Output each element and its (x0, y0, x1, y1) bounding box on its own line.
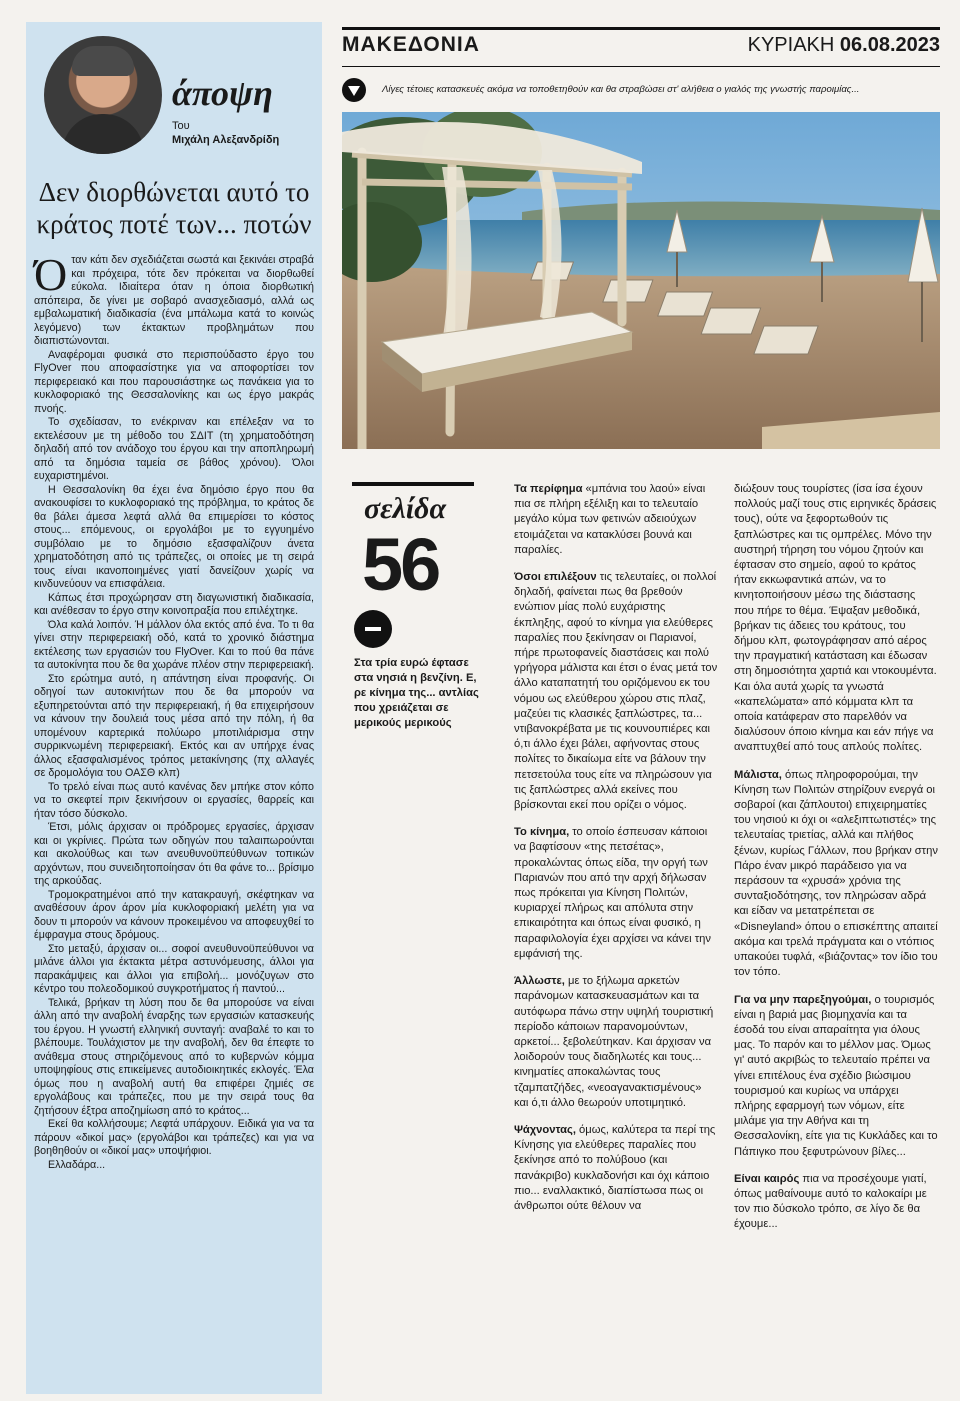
opinion-paragraph-text: Η Θεσσαλονίκη θα έχει ένα δημόσιο έργο που θα ανακουφίσει το κυκλοφοριακό της πρόβλημα, το κράτος δε θα βάλει άμεσα λεφτά αλλά θα επιμερίσει το κόστος στους... επόμενους, οι εργολάβοι με το εγγυημένο συμβόλαιο με το δημόσιο εξασφαλίζουν άνετα χρηματοδότηση από τις τράπεζες, οι οποίες με τη σειρά τους είναι ικανοποιημένες γιατί δανείζουν χωρίς να κινδυνεύουν να επισφάλεια. (34, 483, 314, 590)
masthead (342, 27, 940, 67)
paragraph-lead: Ψάχνοντας, (514, 1123, 576, 1136)
opinion-paragraph (34, 249, 314, 349)
article-column-3 (734, 482, 938, 1245)
issue-date-value: 06.08.2023 (839, 34, 940, 56)
sidebar-note: Στα τρία ευρώ έφτασε στα νησιά η βενζίνη. Ε, ρε κίνημα της... αντλίας που χρειάζεται σε μερικούς μερικούς (354, 657, 479, 729)
opinion-paragraph-text: Τρομοκρατημένοι από την κατακραυγή, σκέφτηκαν να αναθέσουν άρον άρον μία κυκλοφοριακή μελέτη για να δουν τι μπορούν να κάνουν προκειμένου να αποφευχθεί το έμφραγμα στους δρόμους. (34, 888, 314, 941)
paragraph-text: «μπάνια του λαού» είναι πια σε πλήρη εξέλιξη και το τελευταίο μεγάλο κύμα των φετινών αδειούχων ετοιμάζεται να κατακλύσει βουνά και παραλίες. (514, 483, 706, 556)
opinion-paragraph-text: Αναφέρομαι φυσικά στο περισπούδαστο έργο του FlyOver που αποφασίστηκε για να αποφορτίσει τον περιφερειακό και που παρουσιάστηκε ως πανάκεια για το κυκλοφοριακό της Θεσσαλονίκης και ως έργο μακράς πνοής. (34, 348, 314, 415)
opinion-paragraph (34, 592, 314, 619)
beach-photo (342, 112, 940, 449)
opinion-title: Δεν διορθώνεται αυτό το κράτος ποτέ των... ποτών (36, 177, 312, 239)
opinion-paragraph-text: Κάπως έτσι προχώρησαν στη διαγωνιστική διαδικασία, και ανέθεσαν το έργο στην κοινοπραξία που επιλέχτηκε. (34, 591, 314, 617)
article-paragraph (734, 768, 938, 981)
author-photo (44, 36, 162, 154)
issue-day: ΚΥΡΙΑΚΗ (747, 34, 835, 56)
article-paragraph (514, 482, 718, 558)
paragraph-lead: Άλλωστε, (514, 975, 565, 988)
opinion-header (34, 22, 314, 162)
opinion-paragraph (34, 781, 314, 822)
author-name: Μιχάλη Αλεξανδρίδη (172, 134, 280, 146)
article-paragraph (734, 993, 938, 1160)
paragraph-text: ο τουρισμός είναι η βαριά μας βιομηχανία και τα έσοδά του είναι απαραίτητα για όλους μας. Το παρόν και το μέλλον μας. Όμως γι' αυτό ακριβώς το τελευταίο πρέπει να γίνει επιτέλους ένα σχέδιο βιώσιμου τουρισμού και κυρίως να υπάρχει πλήρης εφαρμογή των νόμων, είτε μιλάμε για την Αθήνα και τη Θεσσαλονίκη, είτε για τις Κυκλάδες και το Πάπιγκο που ξεφυτρώνουν βίλες... (734, 993, 938, 1158)
section-label: άποψη (172, 73, 273, 113)
page-ref-number: 56 (362, 523, 439, 606)
opinion-paragraph-text: Στο ερώτημα αυτό, η απάντηση είναι προφανής. Οι οδηγοί των αυτοκινήτων που δε θα μπορούν να εξυπηρετούνται από την περιφερειακή, ή θα επιχειρήσουν να κάνουν την δουλειά τους μέσα από την πόλη, ή θα υπομένουν καρτερικά πολύωρο μποτιλιάρισμα στην συρρικνωμένη περιφερειακή. Εκτός και αν υπήρχε ένας άλλος εξασφαλισμένος τρόπος μετακίνησης (πχ αλλαγές σε δρομολόγια του ΟΑΣΘ κλπ) (34, 672, 314, 779)
page-ref-label: σελίδα (364, 492, 447, 525)
paragraph-text: όμως, καλύτερα τα περί της Κίνησης για ελεύθερες παραλίες που ξεκίνησε από το πολύβουο (και πανάκριβο) κυκλαδονήσι και όχι κάποιο πιο... εναλλακτικό, διαπίστωσα πως οι άνθρωποι ούτε θέλουν να (514, 1123, 716, 1212)
paragraph-lead: Το κίνημα, (514, 826, 570, 839)
paragraph-text: το οποίο έσπευσαν κάποιοι να βαφτίσουν «της πετσέτας», προκαλώντας όπως είδα, την οργή των Παριανών που από την αρχή δήλωσαν πως πρόκειται για Κίνηση Πολιτών, κυριαρχεί πλήρως και απόλυτα στην επικαιρότητα και όπως είναι φυσικό, η παραφιλολογία έχει αρχίσει να κάνει την εμφάνισή της. (514, 826, 711, 960)
beach-photo-image (342, 112, 940, 449)
paragraph-text: με το ξήλωμα αρκετών παράνομων κατασκευασμάτων και τα αυτόφωρα πάνω στην υψηλή τουριστική περίοδο κάποιων παρανομούντων, αρκετοί... ξεβολεύτηκαν. Και άρχισαν να λοιδορούν τους διαδηλωτές και τους... κινηματίες αποκαλώντας τους τζαμπατζήδες, «νεοαγανακτισμένους» και ό,τι άλλο θεωρούν υποτιμητικό. (514, 975, 714, 1109)
opinion-paragraph-text: Ελλαδάρα... (48, 1158, 106, 1171)
byline-prefix: Του (172, 120, 190, 132)
opinion-paragraph (34, 889, 314, 943)
article-paragraph (734, 1172, 938, 1233)
paragraph-lead: Τα περίφημα (514, 483, 583, 495)
issue-date (748, 34, 940, 57)
opinion-paragraph-text: Έτσι, μόλις άρχισαν οι πρόδρομες εργασίες, άρχισαν και οι γκρίνιες. Πρώτα των οδηγών που ταλαιπωρούνται και ακολούθως και των ανευθυνοϋπεύθυνων τοπικών αρχόντων, που συνειδητοποίησαν ότι θα φάνε το... βρίσιμο της αρκούδας. (34, 821, 314, 887)
opinion-paragraph-text: Τελικά, βρήκαν τη λύση που δε θα μπορούσε να είναι άλλη από την αναβολή έναρξης των εργασιών κατασκευής του έργου. Η γνωστή ελληνική συνταγή: αναβαλέ το και το βλέπουμε. Τουλάχιστον με την αναβολή, δεν θα έπεφτε το ανάθεμα στους στηριζόμενους από το κυβερνών κόμμα υποψηφίους στις επικείμενες αυτοδιοικητικές εκλογές. Έλα όμως που η αναβολή αυτή θα επιφέρει ζημιές σε εργολάβους και τράπεζες, που με την σειρά τους θα ζητήσουν έξτρα αποζημίωση από το κράτος... (34, 996, 314, 1117)
paragraph-lead: Είναι καιρός (734, 1172, 800, 1185)
article-paragraph (734, 482, 938, 756)
opinion-paragraph-text: Το σχεδίασαν, το ενέκριναν και επέλεξαν να το εκτελέσουν με τη μέθοδο του ΣΔΙΤ (τη χρηματοδότηση δηλαδή από τον ανάδοχο του έργου και την αποπληρωμή από τα δημόσια ταμεία σε βάθος χρόνου). Όλοι ευχαριστημένοι. (34, 416, 314, 482)
minus-icon (354, 610, 392, 648)
opinion-paragraph (34, 619, 314, 673)
article-paragraph (514, 570, 718, 813)
drop-cap: Ό (34, 249, 68, 300)
opinion-paragraph (34, 484, 314, 592)
article-paragraph (514, 1123, 718, 1214)
opinion-paragraph (34, 997, 314, 1119)
opinion-paragraph (34, 1118, 314, 1159)
paragraph-text: διώξουν τους τουρίστες (ίσα ίσα έχουν πολλούς μαζί τους στις ειρηνικές δράσεις τους), ούτε να ξεφορτωθούν τις ξαπλώστρες και τις ομπρέλες. Μόνο την αυστηρή τήρηση του νόμου ζητούν και έφτασαν στο σημείο, αφού το κράτος ήταν εκκωφαντικά απών, να το κινητοποιήσουν μέσω της διάστασης που πήρε το θέμα. Έψαξαν μεθοδικά, βρήκαν τις άδειες του κράτους, του δήμου κλπ, φωτογράφησαν από αέρος την πραγματική κατάσταση και έδωσαν στη δημοσιότητα χαρτιά και ντοκουμέντα. Και όλα αυτά χωρίς τα γνωστά «καπελώματα» από κόμματα κλπ τα οποία κατάφεραν στο παρελθόν να διαλύσουν όποιο κίνημα και εάν πήγε να αναπτυχθεί από τους απλούς πολίτες. (734, 483, 937, 754)
down-arrow-icon (342, 78, 366, 102)
opinion-paragraph (34, 349, 314, 417)
opinion-paragraph-text: Το τρελό είναι πως αυτό κανένας δεν μπήκε στον κόπο να το σκεφτεί πριν ξεκινήσουν οι εργασίες, θαρρείς και ήταν τόσο δύσκολο. (34, 780, 314, 820)
photo-caption: Λίγες τέτοιες κατασκευές ακόμα να τοποθετηθούν και θα στραβώσει στ' αλήθεια ο γιαλός της γνωστής παροιμίας... (382, 84, 860, 95)
paragraph-lead: Για να μην παρεξηγούμαι, (734, 993, 872, 1006)
opinion-body (34, 249, 314, 1172)
opinion-column (26, 22, 322, 1394)
opinion-paragraph-text: Στο μεταξύ, άρχισαν οι... σοφοί ανευθυνοϋπεύθυνοι να μιλάνε άλλοι για έκτακτα μέτρα αστυνόμευσης, άλλοι για παρακάμψεις και άλλοι για επιβολή... μονόζυγων στο κέντρο του πολεοδομικού συγκροτήματος ή παντού... (34, 942, 314, 995)
opinion-paragraph-text: Όλα καλά λοιπόν. Ή μάλλον όλα εκτός από ένα. Το τι θα γίνει στην περιφερειακή οδό, κατά το χρονικό διάστημα εκτέλεσης των εργασιών του FlyOver. Και το πού θα πάνε τα αυτοκίνητα που δε θα χωράνε πλέον στην περιφερειακή. (34, 618, 314, 671)
opinion-paragraph (34, 416, 314, 484)
paragraph-lead: Μάλιστα, (734, 768, 782, 781)
opinion-paragraph (34, 943, 314, 997)
opinion-paragraph (34, 673, 314, 781)
newspaper-name: ΜΑΚΕΔΟΝΙΑ (342, 33, 480, 56)
paragraph-text: τις τελευταίες, οι πολλοί δηλαδή, φαίνεται πως θα βρεθούν ενώπιον μίας πολύ ευχάριστης έκπληξης, αφού το κίνημα για ελεύθερες παραλίες που ξεκίνησαν οι Παριανοί, πήρε πρωτοφανείς διαστάσεις και πολύ γρήγορα μάλιστα και έτσι ο ένας μετά τον άλλο καταπατητή του οριζόμενου εκ του νόμου ως ελεύθερου χώρου στις πλαζ, μαζεύει τις κλασικές ξαπλώστρες, τα... ντιβανοκρέβατα με τις κουνουπιέρες και ό,τι άλλο έχει βάλει, αφήνοντας στους πολίτες το δικαίωμα είτε να βάλουν την πετσετούλα τους είτε να πληρώσουν για τις ξαπλώστρες αλλά εκείνες που βρίσκονται εκεί που ορίζει ο νόμος. (514, 571, 718, 812)
article-paragraph (514, 974, 718, 1111)
article-paragraph (514, 825, 718, 962)
opinion-paragraph-text: Εκεί θα κολλήσουμε; Λεφτά υπάρχουν. Ειδικά για να τα πάρουν «δικοί μας» (εργολάβοι και τράπεζες) και για να βοηθηθούν οι «δικοί μας» υποψήφιοι. (34, 1118, 314, 1157)
opinion-paragraph (34, 821, 314, 889)
article-column-2 (514, 482, 718, 1226)
paragraph-text: πια να προσέχουμε γιατί, όπως μαθαίνουμε αυτό το καλοκαίρι με τον πιο δύσκολο τρόπο, σε λίγο δε θα έχουμε... (734, 1172, 927, 1231)
paragraph-text: όπως πληροφορούμαι, την Κίνηση των Πολιτών στηρίζουν ενεργά οι σοβαροί (και ζάπλουτοι) επιχειρηματίες του νησιού κι όχι οι «αλεξιπτωτιστές» της τελευταίας τριετίας, αλλά και πλήθος ξένων, κυρίως Γάλλων, που βρήκαν στην Πάρο έναν μικρό παράδεισο για να περάσουν τα «χρυσά» χρόνια της συνταξιοδότησης, τον πληρώσαν αδρά και είδαν να μετατρέπεται σε «Disneyland» όπου ο επισκέπτης απαιτεί ακόμα και τρελά πράγματα και ο ντόπιος υπακούει τυφλά, «βιάζοντας» τον ίδιο του τον τόπο. (734, 768, 938, 979)
page-ref-box (352, 482, 474, 618)
opinion-paragraph (34, 1159, 314, 1173)
opinion-paragraph-text: ταν κάτι δεν σχεδιάζεται σωστά και ξεκινάει στραβά και πρόχειρα, τότε δεν πρόκειται να διορθωθεί εύκολα. Ιδιαίτερα όταν η όποια διορθωτική απόπειρα, δε γίνει με σοβαρό ανασχεδιασμό, αλλά ως εμβαλωματική διαδικασία (ένα μπάλωμα κατά το κοινώς λεγόμενο) των έκτακτων προβλημάτων που διαπιστώνονται. (34, 254, 314, 347)
photo-caption-row (342, 76, 940, 104)
paragraph-lead: Όσοι επιλέξουν (514, 571, 597, 584)
